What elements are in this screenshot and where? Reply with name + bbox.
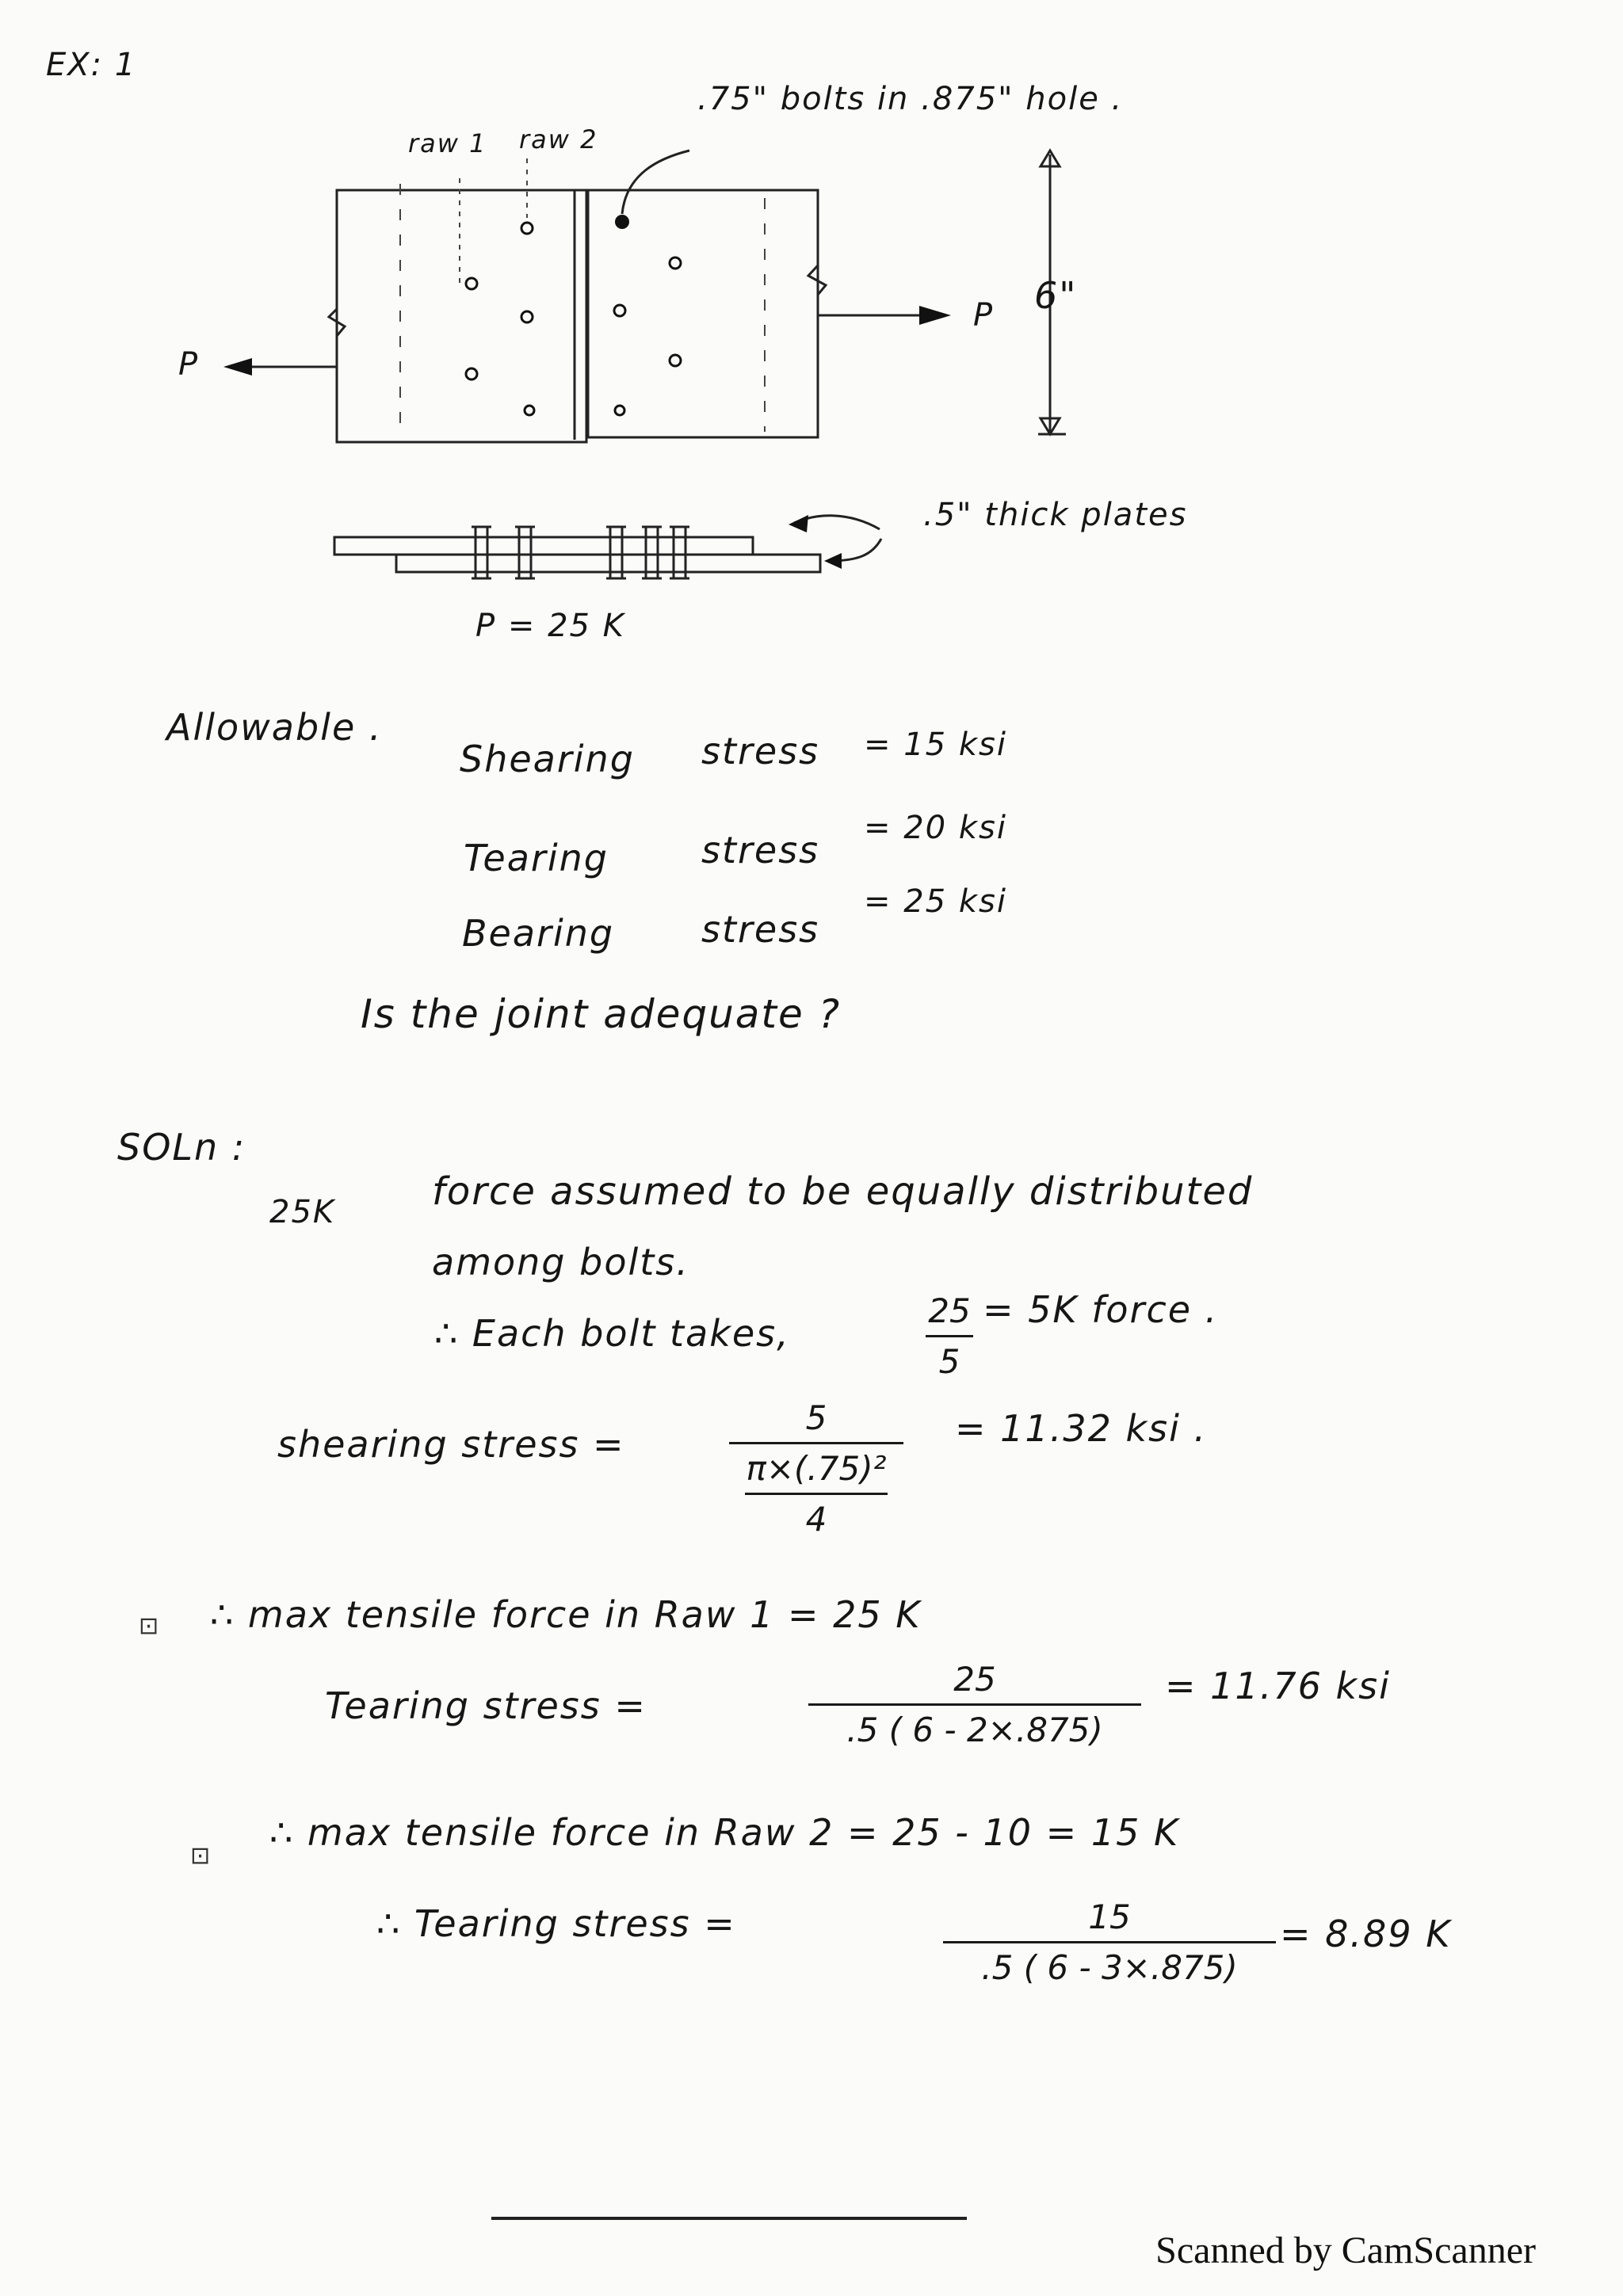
side-view-bolts [472, 527, 689, 578]
side-plate-top [334, 537, 753, 555]
solution-line2: among bolts. [432, 1241, 689, 1283]
side-plate-bottom [396, 555, 820, 572]
width-label: 6" [1034, 274, 1078, 317]
tear2-result: = 8.89 K [1280, 1913, 1452, 1955]
solution-line3-result: = 5K force . [983, 1288, 1219, 1331]
tear1-fraction: 25 .5 ( 6 - 2×.875) [808, 1660, 1141, 1749]
bolt-note: .75" bolts in .875" hole . [697, 81, 1124, 117]
given-bearing-word: stress [701, 908, 820, 951]
tear2-fraction: 15 .5 ( 6 - 3×.875) [943, 1897, 1276, 1987]
solution-line1-a: 25K [269, 1194, 336, 1230]
solution-line3: ∴ Each bolt takes, [434, 1312, 790, 1355]
row-label-1: raw 1 [408, 128, 487, 158]
question: Is the joint adequate ? [361, 991, 842, 1037]
given-shearing-name: Shearing [460, 738, 635, 780]
given-shearing-value: = 15 ksi [864, 727, 1007, 763]
solution-line1-b: force assumed to be equally distributed [432, 1169, 1254, 1214]
given-bearing-value: = 25 ksi [864, 883, 1007, 920]
camscanner-watermark: Scanned by CamScanner [1155, 2229, 1536, 2271]
row-label-2: raw 2 [519, 124, 598, 154]
bolt-share-fraction: 25 5 [926, 1291, 973, 1381]
right-load-label: P [973, 297, 995, 334]
left-load-label: P [178, 346, 200, 383]
example-label: EX: 1 [46, 47, 137, 83]
highlighted-bolt [615, 215, 629, 229]
tear1-label: Tearing stress = [325, 1684, 647, 1727]
given-tearing-value: = 20 ksi [864, 810, 1007, 846]
given-tearing-word: stress [701, 829, 820, 871]
row1-line: ∴ max tensile force in Raw 1 = 25 K [210, 1593, 922, 1636]
row2-marker: ⊡ [190, 1842, 211, 1870]
solution-heading: SOLn : [117, 1126, 246, 1169]
tear2-label: ∴ Tearing stress = [376, 1902, 736, 1945]
allowable-heading: Allowable . [166, 706, 383, 749]
given-shearing-word: stress [701, 730, 820, 772]
left-plate [337, 190, 586, 442]
given-tearing-name: Tearing [464, 837, 609, 879]
shear-fraction: 5 π×(.75)² 4 [729, 1398, 903, 1539]
given-bearing-name: Bearing [462, 912, 615, 955]
row1-marker: ⊡ [139, 1612, 159, 1640]
plate-note: .5" thick plates [923, 497, 1188, 533]
right-break-line [808, 190, 826, 437]
shear-label: shearing stress = [277, 1423, 625, 1466]
load-value: P = 25 K [475, 608, 625, 644]
shear-result: = 11.32 ksi . [955, 1407, 1208, 1450]
tear1-result: = 11.76 ksi [1165, 1665, 1391, 1707]
bolt-note-leader [622, 151, 689, 214]
row2-line: ∴ max tensile force in Raw 2 = 25 - 10 = 15 K [269, 1811, 1180, 1854]
